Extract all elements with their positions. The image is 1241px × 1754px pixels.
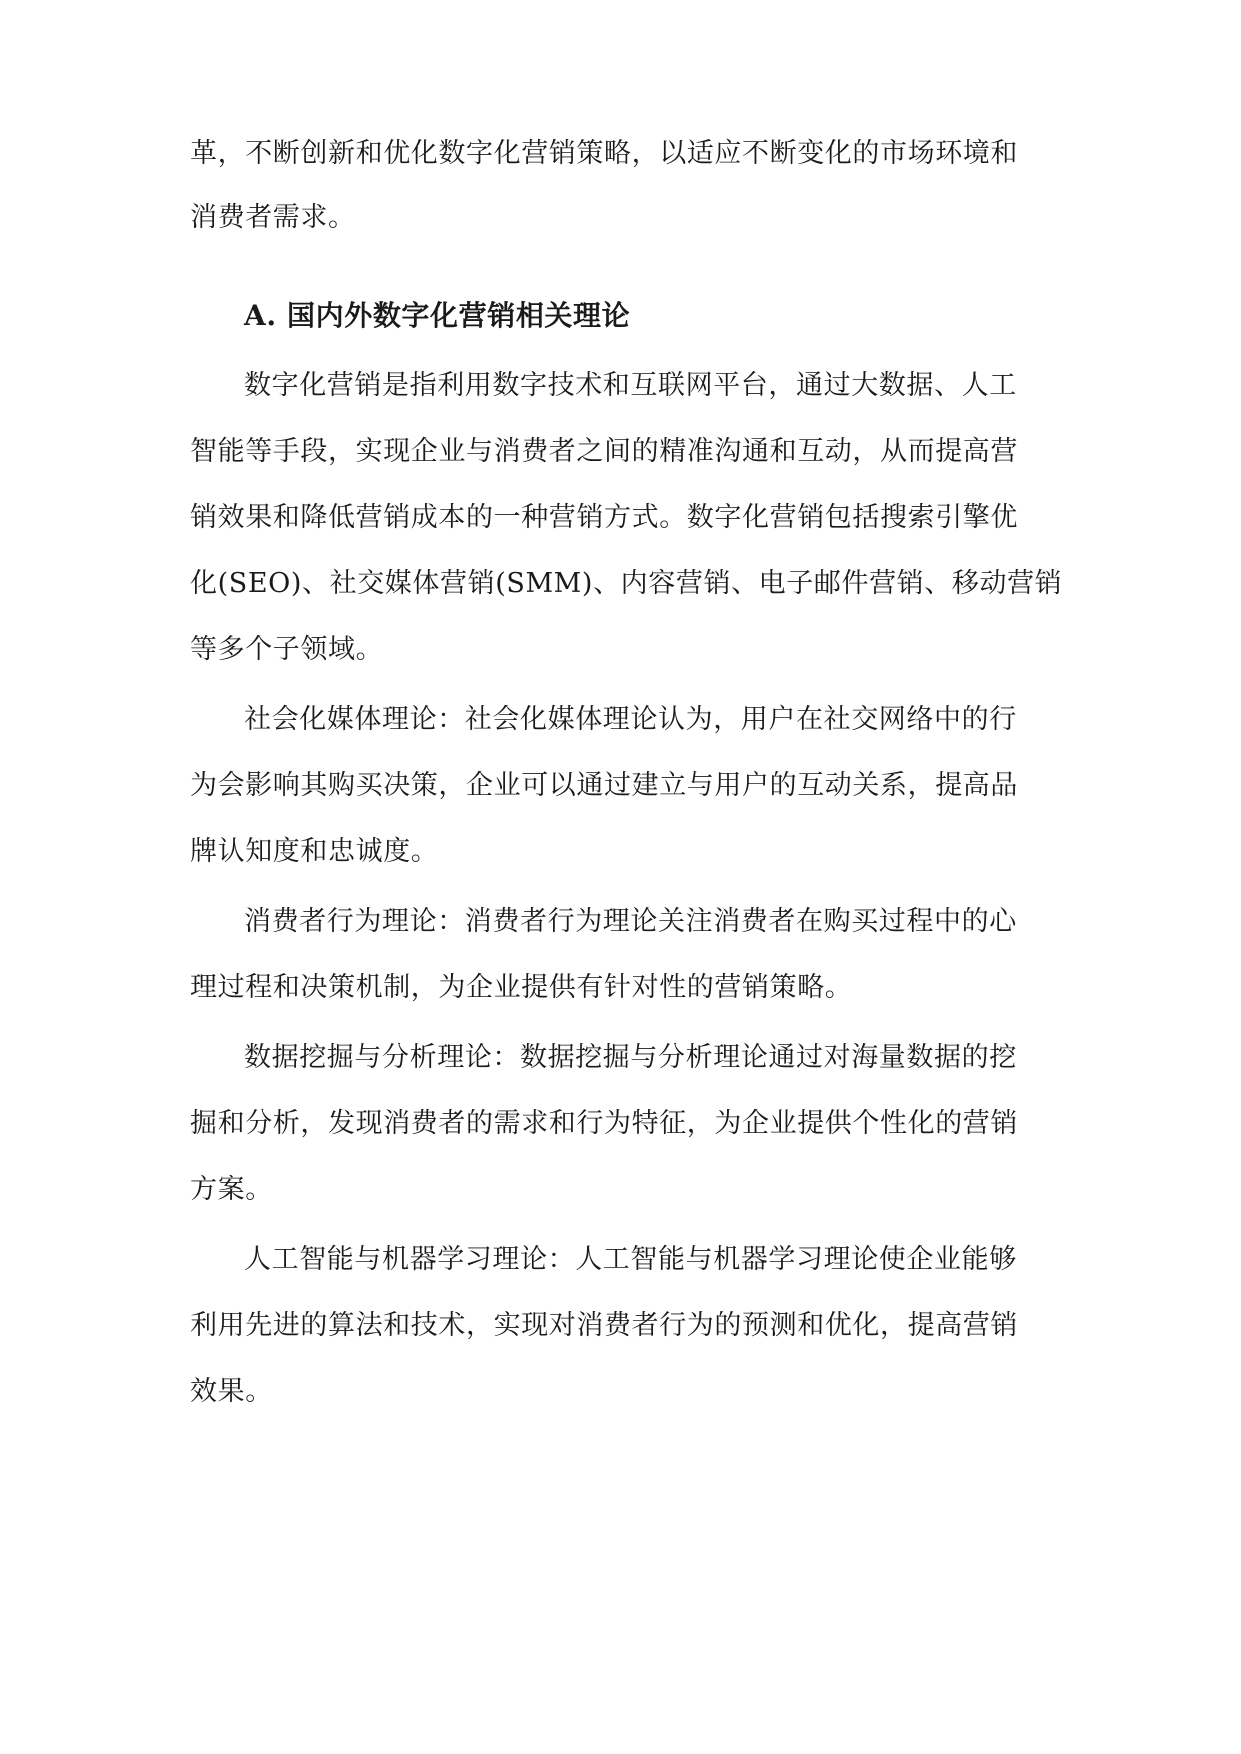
paragraph-line: 消费者行为理论：消费者行为理论关注消费者在购买过程中的心 xyxy=(244,906,1017,937)
paragraph-line: 销效果和降低营销成本的一种营销方式。数字化营销包括搜索引擎优 xyxy=(190,502,1018,533)
paragraph-line: 掘和分析，发现消费者的需求和行为特征，为企业提供个性化的营销 xyxy=(190,1108,1018,1139)
paragraph-line: 人工智能与机器学习理论：人工智能与机器学习理论使企业能够 xyxy=(244,1244,1017,1275)
paragraph-line: 智能等手段，实现企业与消费者之间的精准沟通和互动，从而提高营 xyxy=(190,436,1018,467)
paragraph-line: 社会化媒体理论：社会化媒体理论认为，用户在社交网络中的行 xyxy=(244,704,1017,735)
paragraph-line: 为会影响其购买决策，企业可以通过建立与用户的互动关系，提高品 xyxy=(190,770,1018,801)
paragraph-line: 化(SEO)、社交媒体营销(SMM)、内容营销、电子邮件营销、移动营销 xyxy=(190,568,1063,599)
paragraph-line: 等多个子领域。 xyxy=(190,634,384,665)
paragraph-line: 数据挖掘与分析理论：数据挖掘与分析理论通过对海量数据的挖 xyxy=(244,1042,1017,1073)
paragraph-line: 消费者需求。 xyxy=(190,202,356,233)
paragraph-line: 理过程和决策机制，为企业提供有针对性的营销策略。 xyxy=(190,972,853,1003)
paragraph-line: 利用先进的算法和技术，实现对消费者行为的预测和优化，提高营销 xyxy=(190,1310,1018,1341)
paragraph-line: 效果。 xyxy=(190,1376,273,1407)
paragraph-line: 革，不断创新和优化数字化营销策略，以适应不断变化的市场环境和 xyxy=(190,138,1018,169)
paragraph-line: 数字化营销是指利用数字技术和互联网平台，通过大数据、人工 xyxy=(244,370,1017,401)
section-heading: A. 国内外数字化营销相关理论 xyxy=(244,299,631,332)
paragraph-line: 牌认知度和忠诚度。 xyxy=(190,836,439,867)
paragraph-line: 方案。 xyxy=(190,1174,273,1205)
